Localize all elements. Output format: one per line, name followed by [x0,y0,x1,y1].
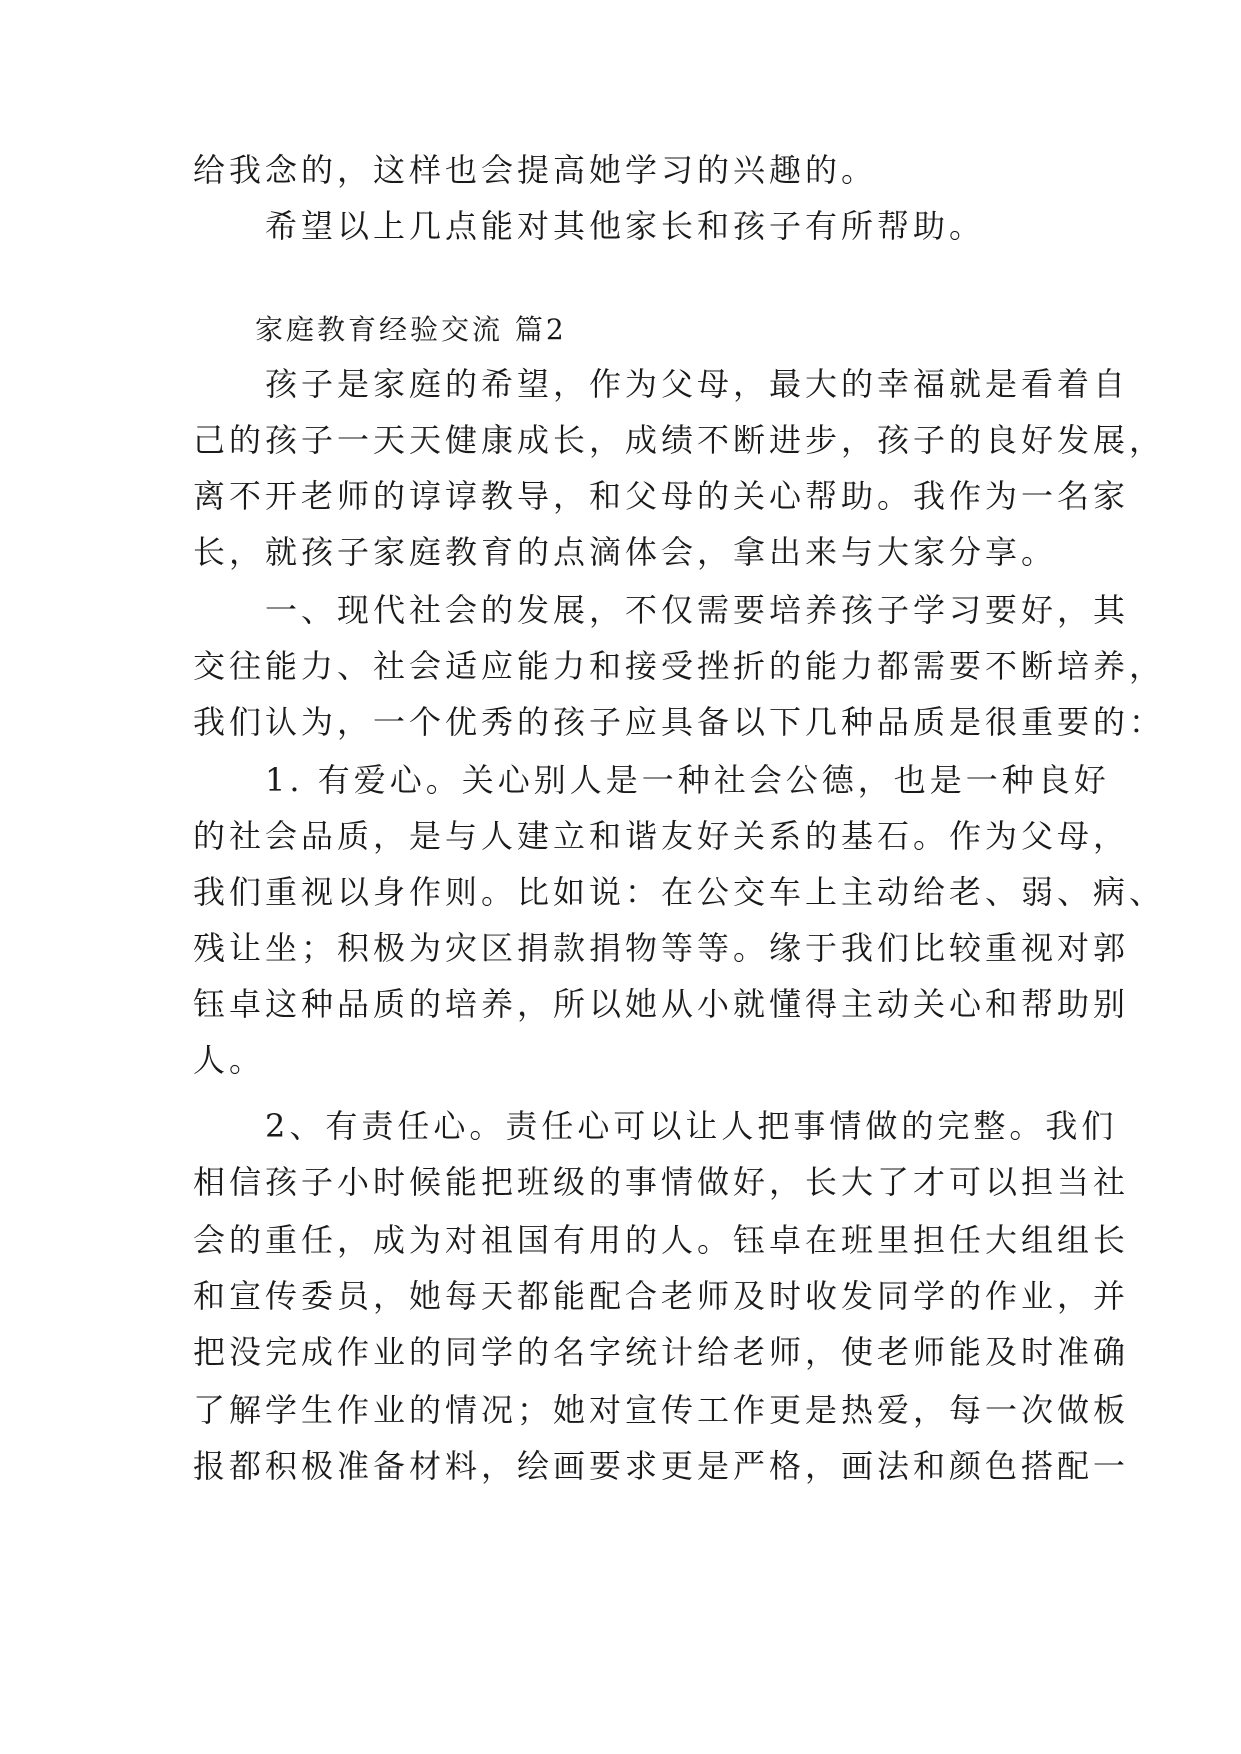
text-line: 2、有责任心。责任心可以让人把事情做的完整。我们 [193,1107,1118,1145]
section-heading: 家庭教育经验交流 篇2 [193,313,567,346]
text-line: 了解学生作业的情况；她对宣传工作更是热爱，每一次做板 [193,1391,1130,1429]
text-line: 我们重视以身作则。比如说：在公交车上主动给老、弱、病、 [193,873,1166,911]
text-line: 人。 [193,1041,266,1079]
text-line: 己的孩子一天天健康成长，成绩不断进步，孩子的良好发展， [193,421,1166,459]
text-line: 孩子是家庭的希望，作为父母，最大的幸福就是看着自 [193,365,1130,403]
text-line: 给我念的，这样也会提高她学习的兴趣的。 [193,151,878,189]
text-line: 会的重任，成为对祖国有用的人。钰卓在班里担任大组组长 [193,1221,1130,1259]
text-line: 交往能力、社会适应能力和接受挫折的能力都需要不断培养， [193,647,1166,685]
text-line: 希望以上几点能对其他家长和孩子有所帮助。 [193,207,986,245]
text-line: 的社会品质，是与人建立和谐友好关系的基石。作为父母， [193,817,1130,855]
text-line: 把没完成作业的同学的名字统计给老师，使老师能及时准确 [193,1333,1130,1371]
text-line: 残让坐；积极为灾区捐款捐物等等。缘于我们比较重视对郭 [193,929,1130,967]
text-line: 长，就孩子家庭教育的点滴体会，拿出来与大家分享。 [193,533,1058,571]
text-line: 我们认为，一个优秀的孩子应具备以下几种品质是很重要的： [193,703,1166,741]
text-line: 离不开老师的谆谆教导，和父母的关心帮助。我作为一名家 [193,477,1130,515]
text-line: 相信孩子小时候能把班级的事情做好，长大了才可以担当社 [193,1163,1130,1201]
text-line: 钰卓这种品质的培养，所以她从小就懂得主动关心和帮助别 [193,985,1130,1023]
text-line: 一、现代社会的发展，不仅需要培养孩子学习要好，其 [193,591,1130,629]
text-line: 和宣传委员，她每天都能配合老师及时收发同学的作业，并 [193,1277,1130,1315]
text-line: 报都积极准备材料，绘画要求更是严格，画法和颜色搭配一 [193,1447,1130,1485]
text-line: 1. 有爱心。关心别人是一种社会公德，也是一种良好 [193,761,1110,799]
